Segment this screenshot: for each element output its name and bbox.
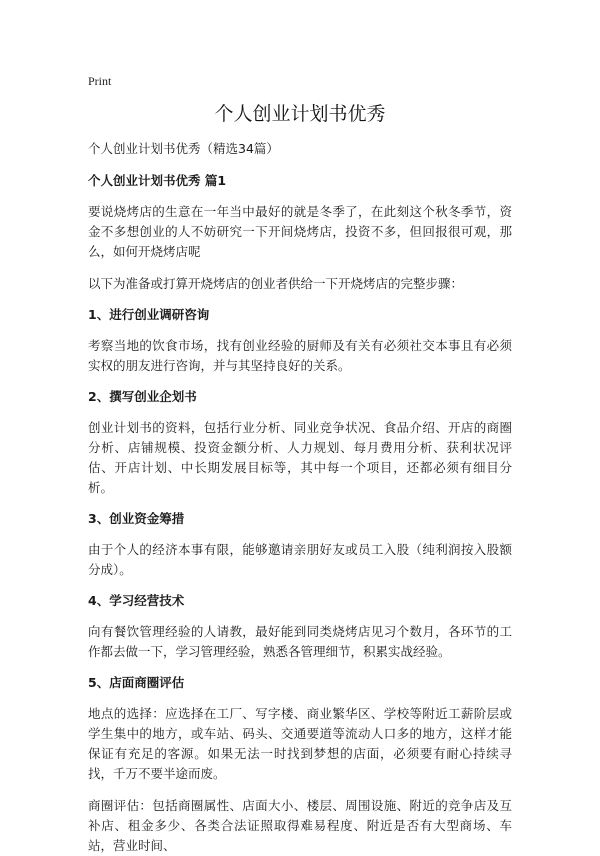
- step-paragraph: 向有餐饮管理经验的人请教，最好能到同类烧烤店见习个数月，各环节的工作都去做一下，学习管理经验，熟悉各管理细节，积累实战经验。: [88, 624, 512, 659]
- step-paragraph: 创业计划书的资料，包括行业分析、同业竞争状况、食品介绍、开店的商圈分析、店铺规模、投资金额分析、人力规划、每月费用分析、获利状况评估、开店计划、中长期发展目标等，其中每一个项目，还都必须有细目分析。: [88, 420, 512, 495]
- page-title: 个人创业计划书优秀: [214, 103, 386, 125]
- step-heading: 2、撰写创业企划书: [88, 389, 197, 404]
- step-paragraph: 考察当地的饮食市场，找有创业经验的厨师及有关有必须社交本事且有必须实权的朋友进行咨询，并与其坚持良好的关系。: [88, 338, 512, 373]
- step-heading: 1、进行创业调研咨询: [88, 307, 210, 322]
- section-title: 个人创业计划书优秀 篇1: [88, 173, 227, 188]
- intro-paragraph: 以下为准备或打算开烧烤店的创业者供给一下开烧烤店的完整步骤：: [88, 276, 464, 291]
- document-subtitle: 个人创业计划书优秀（精选34篇）: [88, 141, 279, 156]
- step-heading: 4、学习经营技术: [88, 593, 185, 608]
- step-paragraph: 由于个人的经济本事有限，能够邀请亲朋好友或员工入股（纯利润按入股额分成）。: [88, 542, 512, 577]
- step-heading: 5、店面商圈评估: [88, 675, 185, 690]
- intro-paragraph: 要说烧烤店的生意在一年当中最好的就是冬季了，在此刻这个秋冬季节，资金不多想创业的人不妨研究一下开间烧烤店，投资不多，但回报很可观，那么，如何开烧烤店呢: [88, 204, 512, 259]
- step-paragraph: 地点的选择：应选择在工厂、写字楼、商业繁华区、学校等附近工薪阶层或学生集中的地方，或车站、码头、交通要道等流动人口多的地方，这样才能保证有充足的客源。如果无法一时找到梦想的店面，必须要有耐心持续寻找，千万不要半途而废。: [88, 706, 512, 781]
- print-link[interactable]: Print: [88, 74, 112, 88]
- step-paragraph: 商圈评估：包括商圈属性、店面大小、楼层、周围设施、附近的竞争店及互补店、租金多少、各类合法证照取得难易程度、附近是否有大型商场、车站，营业时间、: [88, 798, 512, 853]
- step-heading: 3、创业资金筹措: [88, 511, 185, 526]
